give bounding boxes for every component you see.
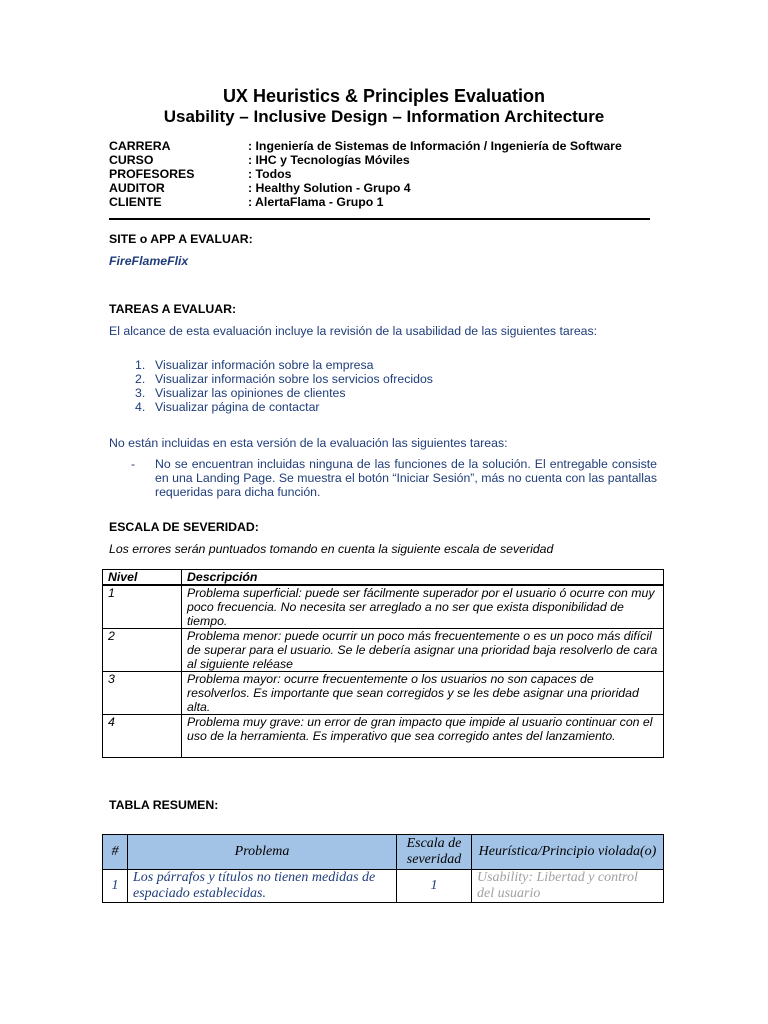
meta-value: : IHC y Tecnologías Móviles — [248, 153, 410, 167]
description-cell: Problema muy grave: un error de gran impacto que impide al usuario continuar con el uso de la herramienta. Es imperativo que sea corregido antes del lanzamiento. — [182, 715, 664, 758]
heuristic-cell: Usability: Libertad y control del usuario — [472, 870, 664, 903]
list-item: 4. Visualizar página de contactar — [135, 400, 320, 414]
meta-value: : Todos — [248, 167, 292, 181]
severity-table — [102, 569, 664, 758]
excluded-item — [109, 457, 657, 499]
document-title: UX Heuristics & Principles Evaluation — [222, 86, 546, 106]
bullet-dash: - — [131, 457, 136, 471]
severity-heading: ESCALA DE SEVERIDAD: — [109, 520, 259, 534]
column-header-description: Descripción — [182, 570, 664, 586]
meta-label: CLIENTE — [109, 195, 162, 209]
table-row — [103, 585, 664, 629]
meta-value: : AlertaFlama - Grupo 1 — [248, 195, 384, 209]
tasks-list — [109, 358, 433, 414]
column-header-number: # — [103, 835, 128, 870]
tasks-heading: TAREAS A EVALUAR: — [109, 302, 237, 316]
summary-heading: TABLA RESUMEN: — [109, 798, 219, 812]
document-subtitle: Usability – Inclusive Design – Information Architecture — [163, 107, 605, 126]
metadata-block — [109, 139, 622, 209]
excluded-text: No se encuentran incluidas ninguna de las funciones de la solución. El entregable consiste en una Landing Page. Se muestra el botón “Iniciar Sesión”, más no cuenta con las pantallas requeridas para dicha función. — [155, 457, 657, 499]
site-name: FireFlameFlix — [109, 254, 189, 268]
level-cell: 3 — [103, 672, 182, 715]
meta-label: CARRERA — [109, 139, 171, 153]
column-header-heuristic: Heurística/Principio violada(o) — [472, 835, 664, 870]
severity-intro: Los errores serán puntuados tomando en cuenta la siguiente escala de severidad — [109, 542, 554, 556]
summary-table — [102, 834, 664, 903]
tasks-intro: El alcance de esta evaluación incluye la revisión de la usabilidad de las siguientes tareas: — [109, 324, 598, 338]
table-header-row — [103, 835, 664, 870]
meta-row-auditor — [109, 181, 622, 195]
column-header-level: Nivel — [103, 570, 182, 586]
description-cell: Problema mayor: ocurre frecuentemente o los usuarios no son capaces de resolverlos. Es importante que sean corregidos y se les debe asignar una prioridad alta. — [182, 672, 664, 715]
list-item: 1. Visualizar información sobre la empresa — [135, 358, 374, 372]
meta-row-profesores — [109, 167, 622, 181]
header-divider — [109, 218, 650, 220]
meta-row-carrera — [109, 139, 622, 153]
meta-row-curso — [109, 153, 622, 167]
number-cell: 1 — [103, 870, 128, 903]
meta-label: PROFESORES — [109, 167, 195, 181]
list-item: 3. Visualizar las opiniones de clientes — [135, 386, 346, 400]
table-row — [103, 870, 664, 903]
description-cell: Problema menor: puede ocurrir un poco más frecuentemente o es un poco más difícil de superar para el usuario. Se le debería asignar una prioridad baja resolverlo de cara al siguiente reléase — [182, 629, 664, 672]
level-cell: 4 — [103, 715, 182, 758]
level-cell: 2 — [103, 629, 182, 672]
meta-label: CURSO — [109, 153, 154, 167]
column-header-severity: Escala de severidad — [397, 835, 472, 870]
table-row — [103, 715, 664, 758]
meta-value: : Healthy Solution - Grupo 4 — [248, 181, 411, 195]
list-item: 2. Visualizar información sobre los servicios ofrecidos — [135, 372, 433, 386]
description-cell: Problema superficial: puede ser fácilmente superador por el usuario ó ocurre con muy poco frecuencia. No necesita ser arreglado a no ser que exista disponibilidad de tiempo. — [182, 585, 664, 629]
meta-value: : Ingeniería de Sistemas de Información / Ingeniería de Software — [248, 139, 622, 153]
column-header-problem: Problema — [128, 835, 397, 870]
excluded-intro: No están incluidas en esta versión de la evaluación las siguientes tareas: — [109, 436, 508, 450]
table-header-row — [103, 570, 664, 586]
site-heading: SITE o APP A EVALUAR: — [109, 232, 253, 246]
meta-row-cliente — [109, 195, 622, 209]
problem-cell: Los párrafos y títulos no tienen medidas de espaciado establecidas. — [128, 870, 397, 903]
severity-cell: 1 — [397, 870, 472, 903]
table-row — [103, 629, 664, 672]
meta-label: AUDITOR — [109, 181, 165, 195]
level-cell: 1 — [103, 585, 182, 629]
table-row — [103, 672, 664, 715]
